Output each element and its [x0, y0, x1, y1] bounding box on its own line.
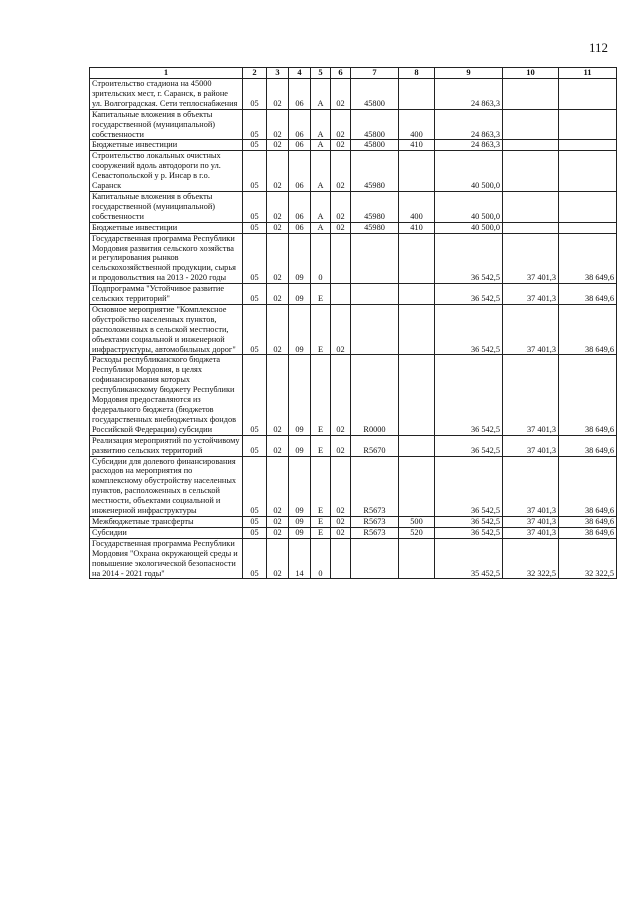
subprogram-cell: А	[311, 191, 331, 222]
row-name-cell: Основное мероприятие "Комплексное обустройство населенных пунктов, расположенных в сельской местности, объектами социальной и инженерной инфраструктуры, автомобильных дорог"	[90, 304, 243, 355]
table-row	[90, 538, 617, 579]
activity-cell: 02	[331, 456, 351, 516]
amount-year1-cell: 36 542,5	[435, 516, 503, 527]
amount-year2-cell: 37 401,3	[503, 233, 559, 284]
amount-year2-cell: 37 401,3	[503, 435, 559, 456]
row-name-cell: Реализация мероприятий по устойчивому развитию сельских территорий	[90, 435, 243, 456]
table-row	[90, 233, 617, 284]
amount-year3-cell: 38 649,6	[559, 456, 617, 516]
table-row	[90, 140, 617, 151]
subsection-cell: 02	[267, 516, 289, 527]
amount-year2-cell	[503, 140, 559, 151]
table-row	[90, 109, 617, 140]
section-cell: 05	[243, 140, 267, 151]
expense-type-cell	[399, 151, 435, 192]
amount-year1-cell: 36 542,5	[435, 527, 503, 538]
section-cell: 05	[243, 191, 267, 222]
amount-year3-cell: 38 649,6	[559, 516, 617, 527]
amount-year2-cell: 37 401,3	[503, 284, 559, 305]
subsection-cell: 02	[267, 435, 289, 456]
header-row	[90, 68, 617, 79]
subprogram-cell: Е	[311, 527, 331, 538]
direction-cell: R5673	[351, 527, 399, 538]
direction-cell	[351, 304, 399, 355]
row-name-cell: Строительство локальных очистных сооружений вдоль автодороги по ул. Севастопольской у р. Инсар в г.о. Саранск	[90, 151, 243, 192]
program-cell: 06	[289, 79, 311, 110]
amount-year2-cell: 32 322,5	[503, 538, 559, 579]
expense-type-cell: 400	[399, 191, 435, 222]
activity-cell	[331, 538, 351, 579]
amount-year3-cell	[559, 79, 617, 110]
subprogram-cell: 0	[311, 233, 331, 284]
activity-cell: 02	[331, 516, 351, 527]
column-header: 9	[435, 68, 503, 79]
amount-year3-cell: 32 322,5	[559, 538, 617, 579]
amount-year2-cell: 37 401,3	[503, 527, 559, 538]
subprogram-cell: А	[311, 151, 331, 192]
activity-cell: 02	[331, 222, 351, 233]
amount-year2-cell: 37 401,3	[503, 304, 559, 355]
row-name-cell: Строительство стадиона на 45000 зрительских мест, г. Саранск, в районе ул. Волгоградская. Сети теплоснабжения	[90, 79, 243, 110]
section-cell: 05	[243, 538, 267, 579]
row-name-cell: Капитальные вложения в объекты государственной (муниципальной) собственности	[90, 191, 243, 222]
activity-cell: 02	[331, 109, 351, 140]
program-cell: 09	[289, 304, 311, 355]
subsection-cell: 02	[267, 355, 289, 435]
program-cell: 06	[289, 109, 311, 140]
section-cell: 05	[243, 304, 267, 355]
amount-year1-cell: 36 542,5	[435, 284, 503, 305]
amount-year2-cell	[503, 109, 559, 140]
expense-type-cell	[399, 456, 435, 516]
direction-cell: R5673	[351, 456, 399, 516]
column-header: 10	[503, 68, 559, 79]
activity-cell: 02	[331, 151, 351, 192]
row-name-cell: Субсидии	[90, 527, 243, 538]
subprogram-cell: А	[311, 222, 331, 233]
section-cell: 05	[243, 516, 267, 527]
direction-cell: 45980	[351, 222, 399, 233]
column-header: 2	[243, 68, 267, 79]
amount-year3-cell: 38 649,6	[559, 284, 617, 305]
program-cell: 09	[289, 456, 311, 516]
direction-cell	[351, 538, 399, 579]
table-row	[90, 222, 617, 233]
subprogram-cell: Е	[311, 456, 331, 516]
direction-cell: 45800	[351, 109, 399, 140]
amount-year3-cell	[559, 191, 617, 222]
subprogram-cell: Е	[311, 516, 331, 527]
table-row	[90, 304, 617, 355]
column-header: 11	[559, 68, 617, 79]
section-cell: 05	[243, 527, 267, 538]
program-cell: 06	[289, 191, 311, 222]
direction-cell: R5673	[351, 516, 399, 527]
direction-cell: R0000	[351, 355, 399, 435]
row-name-cell: Государственная программа Республики Мордовия развития сельского хозяйства и регулирования рынков сельскохозяйственной продукции, сырья и продовольствия на 2013 - 2020 годы	[90, 233, 243, 284]
expense-type-cell: 500	[399, 516, 435, 527]
amount-year3-cell: 38 649,6	[559, 435, 617, 456]
subprogram-cell: А	[311, 109, 331, 140]
subprogram-cell: Е	[311, 304, 331, 355]
amount-year1-cell: 24 863,3	[435, 109, 503, 140]
amount-year3-cell: 38 649,6	[559, 233, 617, 284]
amount-year1-cell: 24 863,3	[435, 79, 503, 110]
expense-type-cell	[399, 233, 435, 284]
amount-year2-cell	[503, 151, 559, 192]
table-row	[90, 435, 617, 456]
subsection-cell: 02	[267, 222, 289, 233]
program-cell: 09	[289, 435, 311, 456]
program-cell: 09	[289, 516, 311, 527]
column-header: 6	[331, 68, 351, 79]
activity-cell: 02	[331, 191, 351, 222]
activity-cell: 02	[331, 527, 351, 538]
program-cell: 06	[289, 140, 311, 151]
direction-cell	[351, 233, 399, 284]
subsection-cell: 02	[267, 527, 289, 538]
program-cell: 09	[289, 284, 311, 305]
section-cell: 05	[243, 456, 267, 516]
section-cell: 05	[243, 79, 267, 110]
row-name-cell: Субсидии для долевого финансирования расходов на мероприятия по комплексному обустройству населенных пунктов, расположенных в сельской местности, объектами социальной и инженерной инфраструктуры	[90, 456, 243, 516]
row-name-cell: Бюджетные инвестиции	[90, 140, 243, 151]
direction-cell: 45980	[351, 151, 399, 192]
subsection-cell: 02	[267, 151, 289, 192]
amount-year3-cell: 38 649,6	[559, 304, 617, 355]
column-header: 3	[267, 68, 289, 79]
section-cell: 05	[243, 435, 267, 456]
amount-year1-cell: 40 500,0	[435, 191, 503, 222]
table-body	[90, 79, 617, 579]
amount-year1-cell: 36 542,5	[435, 233, 503, 284]
table-row	[90, 191, 617, 222]
row-name-cell: Подпрограмма "Устойчивое развитие сельских территорий"	[90, 284, 243, 305]
row-name-cell: Межбюджетные трансферты	[90, 516, 243, 527]
direction-cell: R5670	[351, 435, 399, 456]
amount-year2-cell	[503, 191, 559, 222]
activity-cell: 02	[331, 304, 351, 355]
section-cell: 05	[243, 284, 267, 305]
amount-year3-cell: 38 649,6	[559, 355, 617, 435]
program-cell: 06	[289, 151, 311, 192]
budget-table	[89, 67, 617, 579]
subsection-cell: 02	[267, 456, 289, 516]
activity-cell: 02	[331, 79, 351, 110]
subprogram-cell: Е	[311, 284, 331, 305]
amount-year1-cell: 36 542,5	[435, 304, 503, 355]
expense-type-cell	[399, 79, 435, 110]
direction-cell: 45980	[351, 191, 399, 222]
subprogram-cell: Е	[311, 435, 331, 456]
subprogram-cell: Е	[311, 355, 331, 435]
amount-year1-cell: 40 500,0	[435, 222, 503, 233]
amount-year3-cell: 38 649,6	[559, 527, 617, 538]
activity-cell	[331, 233, 351, 284]
subprogram-cell: А	[311, 140, 331, 151]
activity-cell: 02	[331, 355, 351, 435]
column-header: 5	[311, 68, 331, 79]
amount-year3-cell	[559, 140, 617, 151]
amount-year1-cell: 36 542,5	[435, 456, 503, 516]
program-cell: 09	[289, 527, 311, 538]
section-cell: 05	[243, 355, 267, 435]
amount-year1-cell: 36 542,5	[435, 435, 503, 456]
table-row	[90, 456, 617, 516]
activity-cell	[331, 284, 351, 305]
table-row	[90, 284, 617, 305]
direction-cell	[351, 284, 399, 305]
expense-type-cell: 410	[399, 140, 435, 151]
subsection-cell: 02	[267, 79, 289, 110]
table-row	[90, 527, 617, 538]
row-name-cell: Расходы республиканского бюджета Республики Мордовия, в целях софинансирования которых республиканскому бюджету Республики Мордовия предоставляются из федерального бюджета (бюджетов государственных внебюджетных фондов Российской Федерации) субсидии	[90, 355, 243, 435]
expense-type-cell: 410	[399, 222, 435, 233]
expense-type-cell	[399, 355, 435, 435]
subprogram-cell: 0	[311, 538, 331, 579]
subsection-cell: 02	[267, 109, 289, 140]
direction-cell: 45800	[351, 79, 399, 110]
amount-year3-cell	[559, 151, 617, 192]
expense-type-cell: 520	[399, 527, 435, 538]
table-row	[90, 516, 617, 527]
table-row	[90, 151, 617, 192]
amount-year1-cell: 35 452,5	[435, 538, 503, 579]
program-cell: 09	[289, 355, 311, 435]
amount-year2-cell: 37 401,3	[503, 516, 559, 527]
activity-cell: 02	[331, 140, 351, 151]
amount-year1-cell: 40 500,0	[435, 151, 503, 192]
amount-year2-cell	[503, 222, 559, 233]
amount-year2-cell: 37 401,3	[503, 456, 559, 516]
subsection-cell: 02	[267, 538, 289, 579]
direction-cell: 45800	[351, 140, 399, 151]
row-name-cell: Государственная программа Республики Мордовия "Охрана окружающей среды и повышение экологической безопасности на 2014 - 2021 годы"	[90, 538, 243, 579]
table-row	[90, 79, 617, 110]
row-name-cell: Капитальные вложения в объекты государственной (муниципальной) собственности	[90, 109, 243, 140]
program-cell: 09	[289, 233, 311, 284]
expense-type-cell	[399, 538, 435, 579]
subsection-cell: 02	[267, 140, 289, 151]
column-header: 8	[399, 68, 435, 79]
expense-type-cell	[399, 284, 435, 305]
column-header: 4	[289, 68, 311, 79]
expense-type-cell	[399, 304, 435, 355]
section-cell: 05	[243, 233, 267, 284]
amount-year3-cell	[559, 109, 617, 140]
amount-year2-cell: 37 401,3	[503, 355, 559, 435]
subsection-cell: 02	[267, 233, 289, 284]
section-cell: 05	[243, 151, 267, 192]
subprogram-cell: А	[311, 79, 331, 110]
program-cell: 06	[289, 222, 311, 233]
subsection-cell: 02	[267, 191, 289, 222]
section-cell: 05	[243, 109, 267, 140]
amount-year1-cell: 24 863,3	[435, 140, 503, 151]
table-row	[90, 355, 617, 435]
expense-type-cell	[399, 435, 435, 456]
section-cell: 05	[243, 222, 267, 233]
amount-year1-cell: 36 542,5	[435, 355, 503, 435]
subsection-cell: 02	[267, 284, 289, 305]
subsection-cell: 02	[267, 304, 289, 355]
column-header: 1	[90, 68, 243, 79]
program-cell: 14	[289, 538, 311, 579]
column-header: 7	[351, 68, 399, 79]
row-name-cell: Бюджетные инвестиции	[90, 222, 243, 233]
amount-year3-cell	[559, 222, 617, 233]
page-number: 112	[588, 40, 608, 55]
activity-cell: 02	[331, 435, 351, 456]
amount-year2-cell	[503, 79, 559, 110]
expense-type-cell: 400	[399, 109, 435, 140]
